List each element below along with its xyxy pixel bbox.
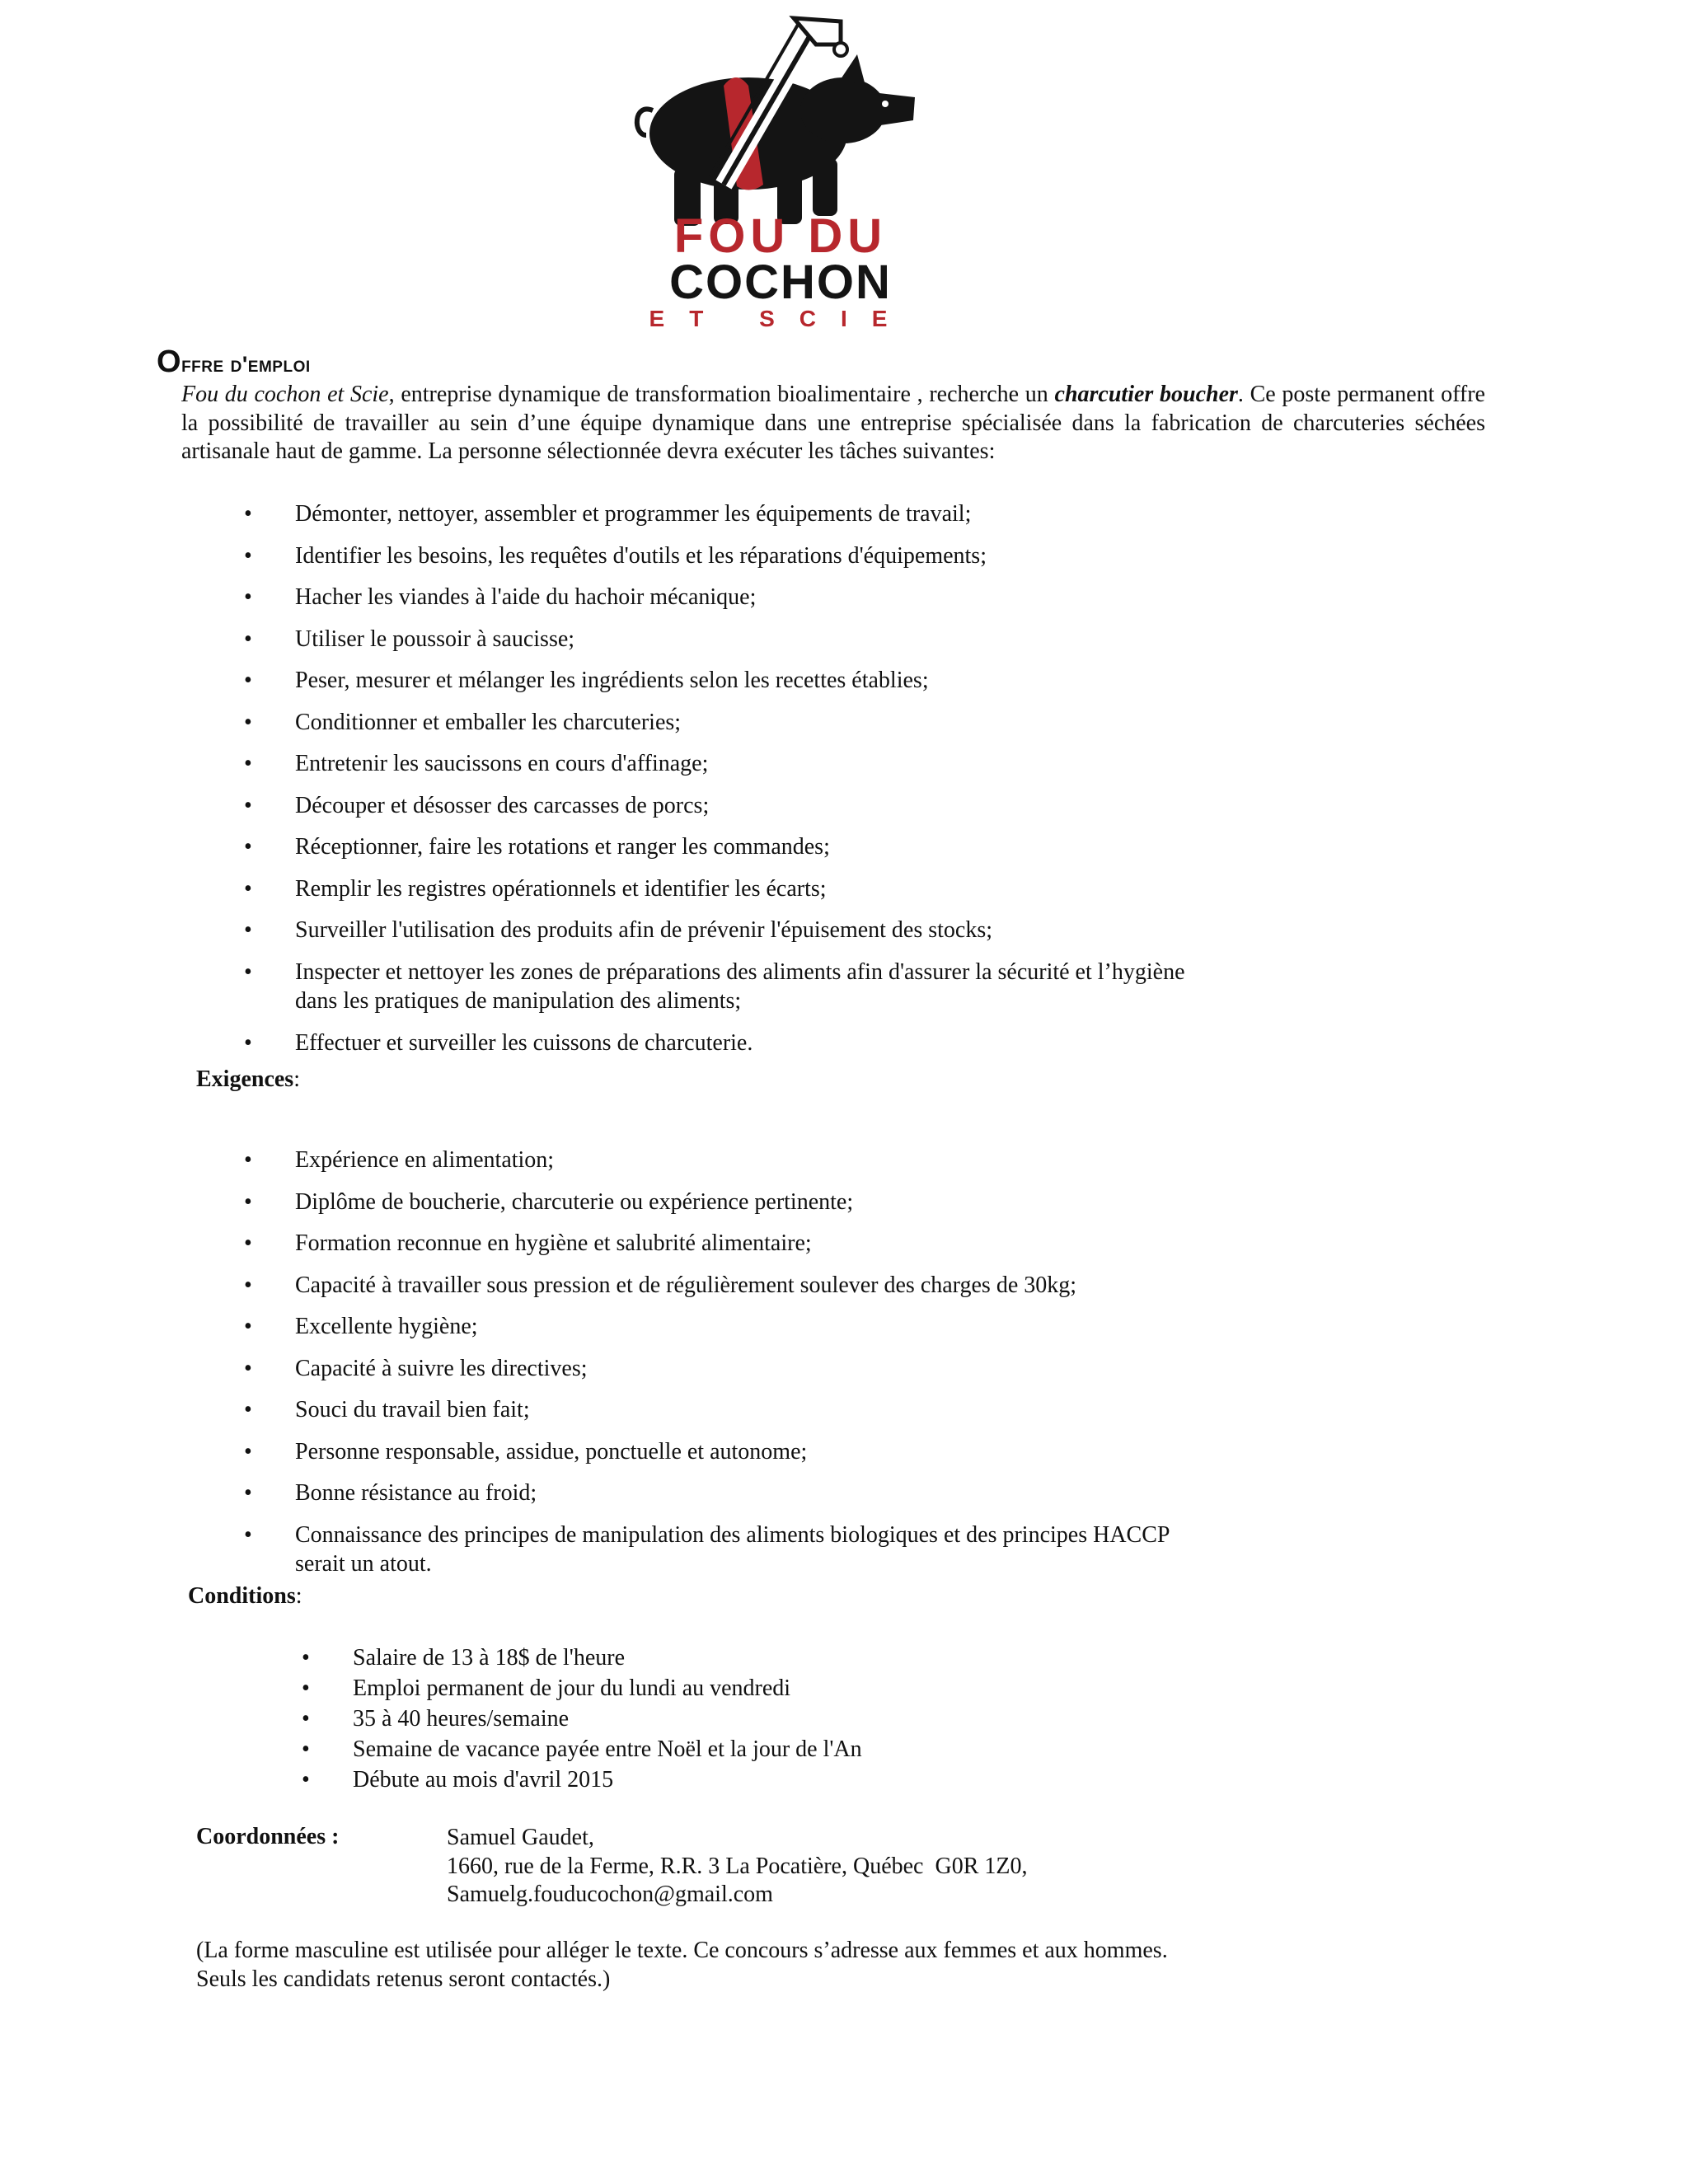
contact-block	[447, 1824, 1027, 1910]
requirement-item-text: Diplôme de boucherie, charcuterie ou expérience pertinente;	[295, 1188, 854, 1215]
bullet-icon: •	[244, 542, 252, 569]
condition-item	[302, 1765, 1208, 1795]
requirements-heading: Exigences:	[196, 1066, 300, 1092]
job-title: charcutier boucher	[1054, 382, 1238, 407]
page-title	[157, 344, 311, 380]
condition-item	[302, 1704, 1208, 1734]
company-name: Fou du cochon et Scie	[181, 382, 389, 407]
intro-text-a: , entreprise dynamique de transformation bioalimentaire , recherche un	[388, 382, 1055, 407]
task-item-text: Démonter, nettoyer, assembler et programmer les équipements de travail;	[295, 501, 972, 527]
requirements-label: Exigences	[196, 1066, 294, 1092]
requirement-item-text: Bonne résistance au froid;	[295, 1480, 537, 1506]
intro-text-b: . Ce poste permanent offre la possibilité de travailler au sein d’une équipe dynamique dans une entreprise spécialisée dans la fabrication de charcuteries séchées artisanale haut de gamme. La personne sélectionnée devra exécuter les tâches suivantes:	[181, 382, 1485, 464]
task-item-text: Peser, mesurer et mélanger les ingrédients selon les recettes établies;	[295, 668, 929, 693]
conditions-heading: Conditions:	[188, 1583, 302, 1609]
bullet-icon: •	[302, 1736, 310, 1762]
task-item	[244, 749, 1200, 779]
page-title-rest: ffre d'emploi	[181, 352, 311, 377]
bullet-icon: •	[244, 1397, 252, 1422]
contact-address: 1660, rue de la Ferme, R.R. 3 La Pocatière, Québec G0R 1Z0,	[447, 1853, 1028, 1879]
bullet-icon: •	[244, 792, 252, 818]
bullet-icon: •	[244, 1521, 252, 1548]
requirement-item	[244, 1479, 1200, 1508]
bullet-icon: •	[244, 751, 252, 776]
condition-item-text: 35 à 40 heures/semaine	[353, 1706, 570, 1732]
bullet-icon: •	[244, 1230, 252, 1256]
bullet-icon: •	[244, 668, 252, 693]
bullet-icon: •	[244, 1438, 252, 1465]
tasks-list	[244, 499, 1200, 1070]
task-item	[244, 708, 1200, 738]
bullet-icon: •	[244, 1314, 252, 1339]
requirement-item	[244, 1229, 1200, 1258]
bullet-icon: •	[302, 1706, 310, 1732]
task-item	[244, 499, 1200, 529]
task-item	[244, 958, 1200, 1016]
task-item	[244, 1029, 1200, 1058]
task-item-text: Réceptionner, faire les rotations et ranger les commandes;	[295, 834, 830, 860]
task-item	[244, 666, 1200, 696]
logo-line1: FOU DU	[673, 209, 888, 263]
bullet-icon: •	[244, 709, 252, 735]
bullet-icon: •	[244, 1147, 252, 1173]
task-item	[244, 625, 1200, 654]
requirement-item	[244, 1271, 1200, 1301]
bullet-icon: •	[244, 1272, 252, 1298]
contact-label: Coordonnées :	[196, 1824, 340, 1849]
requirement-item-text: Capacité à suivre les directives;	[295, 1355, 588, 1381]
logo-line2: COCHON	[669, 255, 892, 309]
requirement-item-text: Connaissance des principes de manipulation des aliments biologiques et des principes HACCP serait un atout.	[295, 1521, 1170, 1577]
company-logo	[625, 12, 936, 330]
task-item-text: Identifier les besoins, les requêtes d'outils et les réparations d'équipements;	[295, 542, 987, 569]
task-item-text: Inspecter et nettoyer les zones de préparations des aliments afin d'assurer la sécurité et l’hygiène dans les pratiques de manipulation des aliments;	[295, 958, 1185, 1014]
task-item-text: Découper et désosser des carcasses de porcs;	[295, 792, 710, 818]
page-title-initial: O	[157, 344, 182, 379]
condition-item	[302, 1734, 1208, 1765]
bullet-icon: •	[302, 1767, 310, 1793]
condition-item-text: Semaine de vacance payée entre Noël et la jour de l'An	[353, 1736, 862, 1762]
task-item-text: Remplir les registres opérationnels et identifier les écarts;	[295, 875, 827, 902]
intro-paragraph	[181, 381, 1485, 466]
bullet-icon: •	[244, 1188, 252, 1215]
requirement-item-text: Excellente hygiène;	[295, 1314, 478, 1339]
bullet-icon: •	[244, 501, 252, 527]
requirement-item	[244, 1395, 1200, 1425]
bullet-icon: •	[244, 584, 252, 610]
bullet-icon: •	[302, 1675, 310, 1701]
task-item-text: Conditionner et emballer les charcuteries;	[295, 709, 682, 735]
conditions-list	[302, 1643, 1208, 1795]
bullet-icon: •	[244, 1355, 252, 1381]
requirement-item-text: Formation reconnue en hygiène et salubrité alimentaire;	[295, 1230, 812, 1256]
bullet-icon: •	[244, 1480, 252, 1506]
condition-item-text: Débute au mois d'avril 2015	[353, 1767, 614, 1793]
bullet-icon: •	[244, 917, 252, 943]
contact-email: Samuelg.fouducochon@gmail.com	[447, 1882, 773, 1907]
requirement-item-text: Souci du travail bien fait;	[295, 1397, 530, 1422]
bullet-icon: •	[244, 834, 252, 860]
condition-item	[302, 1673, 1208, 1704]
task-item-text: Entretenir les saucissons en cours d'affinage;	[295, 751, 709, 776]
condition-item	[302, 1643, 1208, 1673]
bullet-icon: •	[302, 1645, 310, 1671]
requirement-item	[244, 1312, 1200, 1342]
requirement-item	[244, 1188, 1200, 1217]
bullet-icon: •	[244, 958, 252, 985]
task-item-text: Utiliser le poussoir à saucisse;	[295, 626, 575, 652]
condition-item-text: Emploi permanent de jour du lundi au vendredi	[353, 1675, 791, 1701]
requirement-item-text: Capacité à travailler sous pression et de régulièrement soulever des charges de 30kg;	[295, 1272, 1077, 1298]
logo-line3: ET SCIE	[649, 306, 912, 330]
condition-item-text: Salaire de 13 à 18$ de l'heure	[353, 1645, 626, 1671]
bullet-icon: •	[244, 875, 252, 902]
requirement-item	[244, 1354, 1200, 1384]
requirement-item-text: Expérience en alimentation;	[295, 1147, 555, 1173]
task-item-text: Surveiller l'utilisation des produits afin de prévenir l'épuisement des stocks;	[295, 917, 993, 943]
task-item-text: Effectuer et surveiller les cuissons de charcuterie.	[295, 1029, 753, 1056]
requirement-item	[244, 1437, 1200, 1467]
task-item	[244, 583, 1200, 612]
requirement-item-text: Personne responsable, assidue, ponctuelle et autonome;	[295, 1438, 808, 1465]
task-item	[244, 916, 1200, 945]
bullet-icon: •	[244, 1029, 252, 1056]
task-item	[244, 791, 1200, 821]
requirement-item	[244, 1521, 1200, 1579]
requirement-item	[244, 1146, 1200, 1175]
conditions-label: Conditions	[188, 1583, 296, 1609]
bullet-icon: •	[244, 626, 252, 652]
task-item	[244, 832, 1200, 862]
contact-name: Samuel Gaudet,	[447, 1825, 594, 1850]
footnote: (La forme masculine est utilisée pour alléger le texte. Ce concours s’adresse aux femmes et aux hommes. Seuls les candidats retenus seront contactés.)	[196, 1938, 1168, 1992]
task-item-text: Hacher les viandes à l'aide du hachoir mécanique;	[295, 584, 757, 610]
task-item	[244, 541, 1200, 571]
task-item	[244, 874, 1200, 904]
requirements-list	[244, 1146, 1200, 1591]
